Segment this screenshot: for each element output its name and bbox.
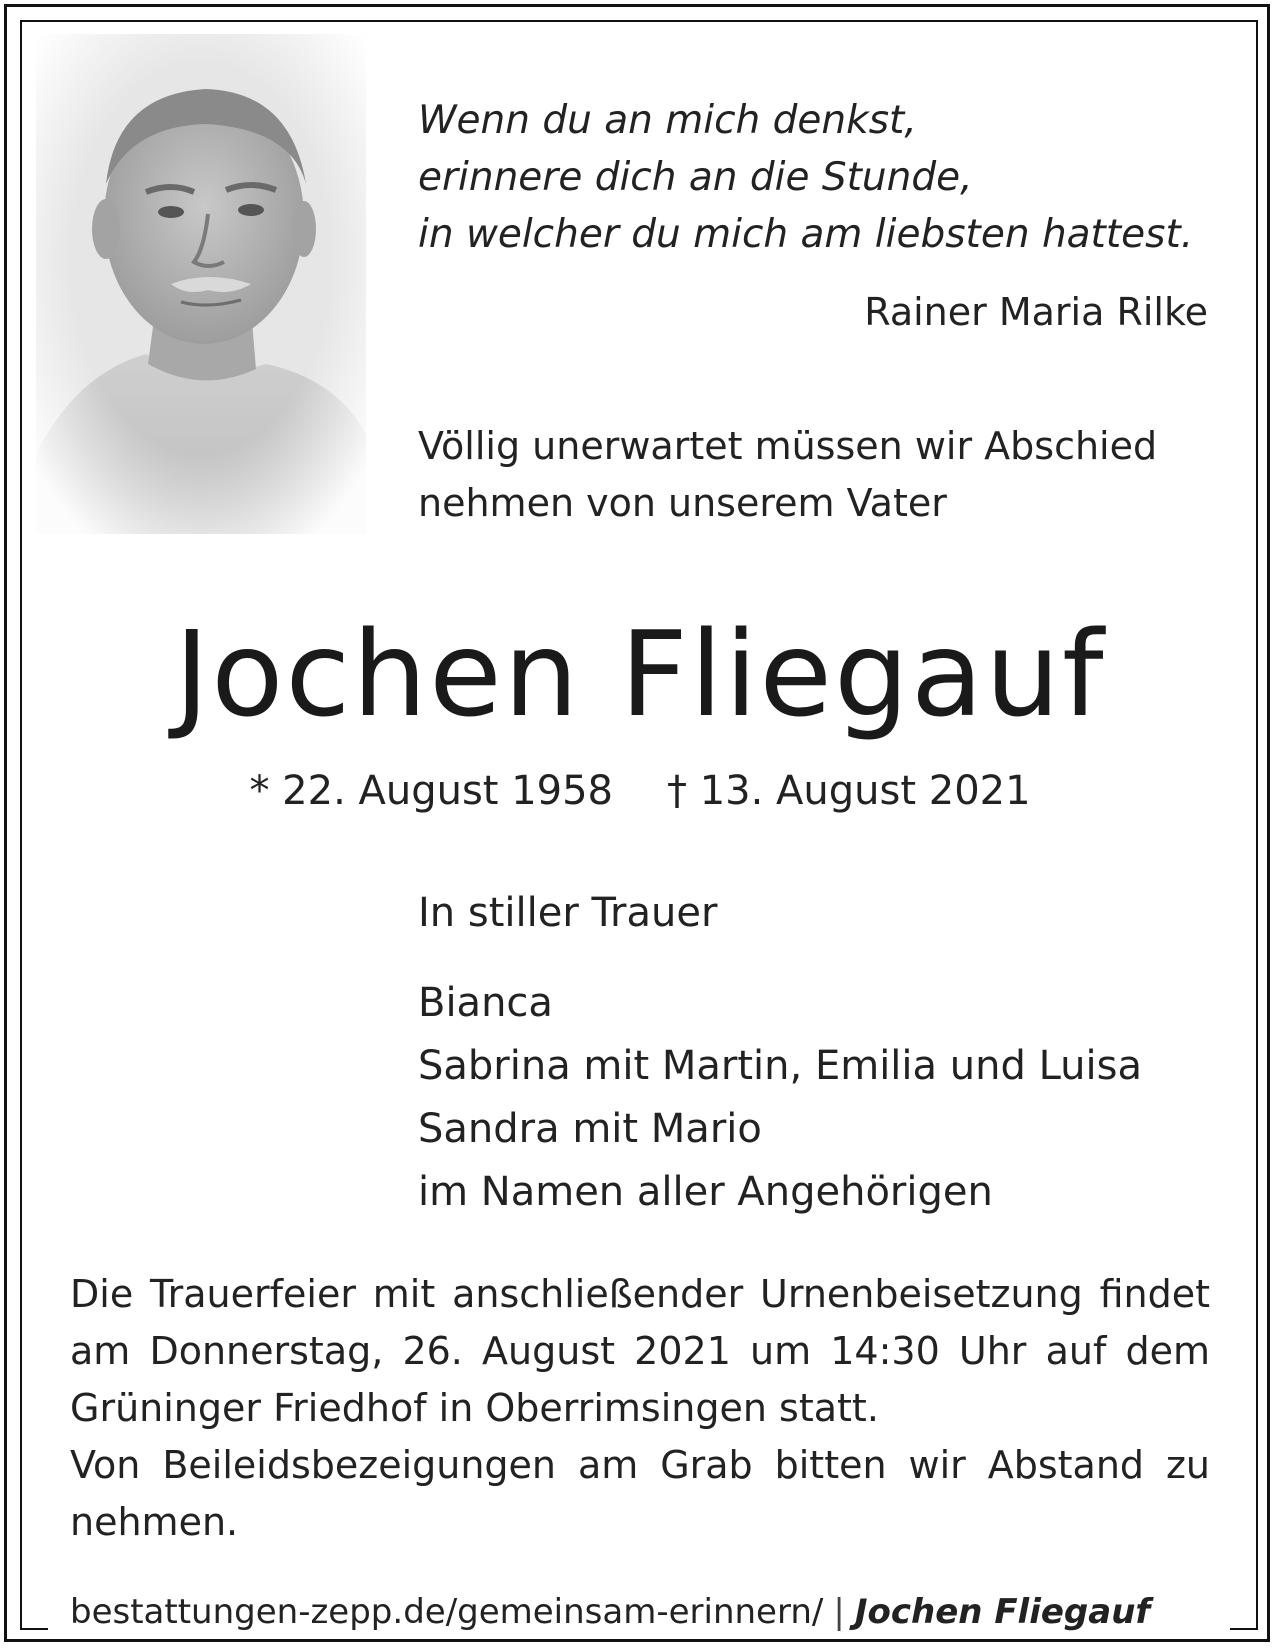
footer bbox=[70, 1592, 1210, 1632]
condolence-note: Von Beileidsbezeigungen am Grab bitten wir Abstand zu nehmen. bbox=[70, 1443, 1210, 1544]
mourner-line: Bianca bbox=[418, 980, 553, 1026]
footer-rule-left bbox=[20, 1628, 48, 1630]
footer-separator: | bbox=[833, 1592, 845, 1632]
intro-text: Völlig unerwartet müssen wir Abschied nehmen von unserem Vater bbox=[418, 424, 1158, 525]
footer-rule-right bbox=[1230, 1628, 1258, 1630]
deceased-name: Jochen Fliegauf bbox=[174, 605, 1106, 743]
death-date: † 13. August 2021 bbox=[667, 768, 1031, 814]
life-dates bbox=[0, 768, 1280, 814]
mourners-list bbox=[418, 972, 1238, 1224]
birth-date: * 22. August 1958 bbox=[249, 768, 613, 814]
mourner-line: im Namen aller Angehörigen bbox=[418, 1169, 993, 1215]
rilke-quote: Wenn du an mich denkst, erinnere dich an die Stunde, in welcher du mich am liebsten hattest. bbox=[418, 98, 1194, 257]
mourner-line: Sandra mit Mario bbox=[418, 1106, 762, 1152]
ceremony-details: Die Trauerfeier mit anschließender Urnenbeisetzung findet am Donnerstag, 26. August 2021 um 14:30 Uhr auf dem Grüninger Friedhof in Oberrimsingen statt. bbox=[70, 1272, 1210, 1430]
footer-url[interactable]: bestattungen-zepp.de/gemeinsam-erinnern/ bbox=[70, 1592, 824, 1632]
footer-name: Jochen Fliegauf bbox=[854, 1592, 1151, 1632]
mourning-heading: In stiller Trauer bbox=[418, 890, 718, 936]
quote-author: Rainer Maria Rilke bbox=[864, 290, 1208, 334]
portrait-photo bbox=[36, 34, 366, 534]
mourner-line: Sabrina mit Martin, Emilia und Luisa bbox=[418, 1043, 1142, 1089]
ceremony-notice bbox=[70, 1266, 1210, 1551]
